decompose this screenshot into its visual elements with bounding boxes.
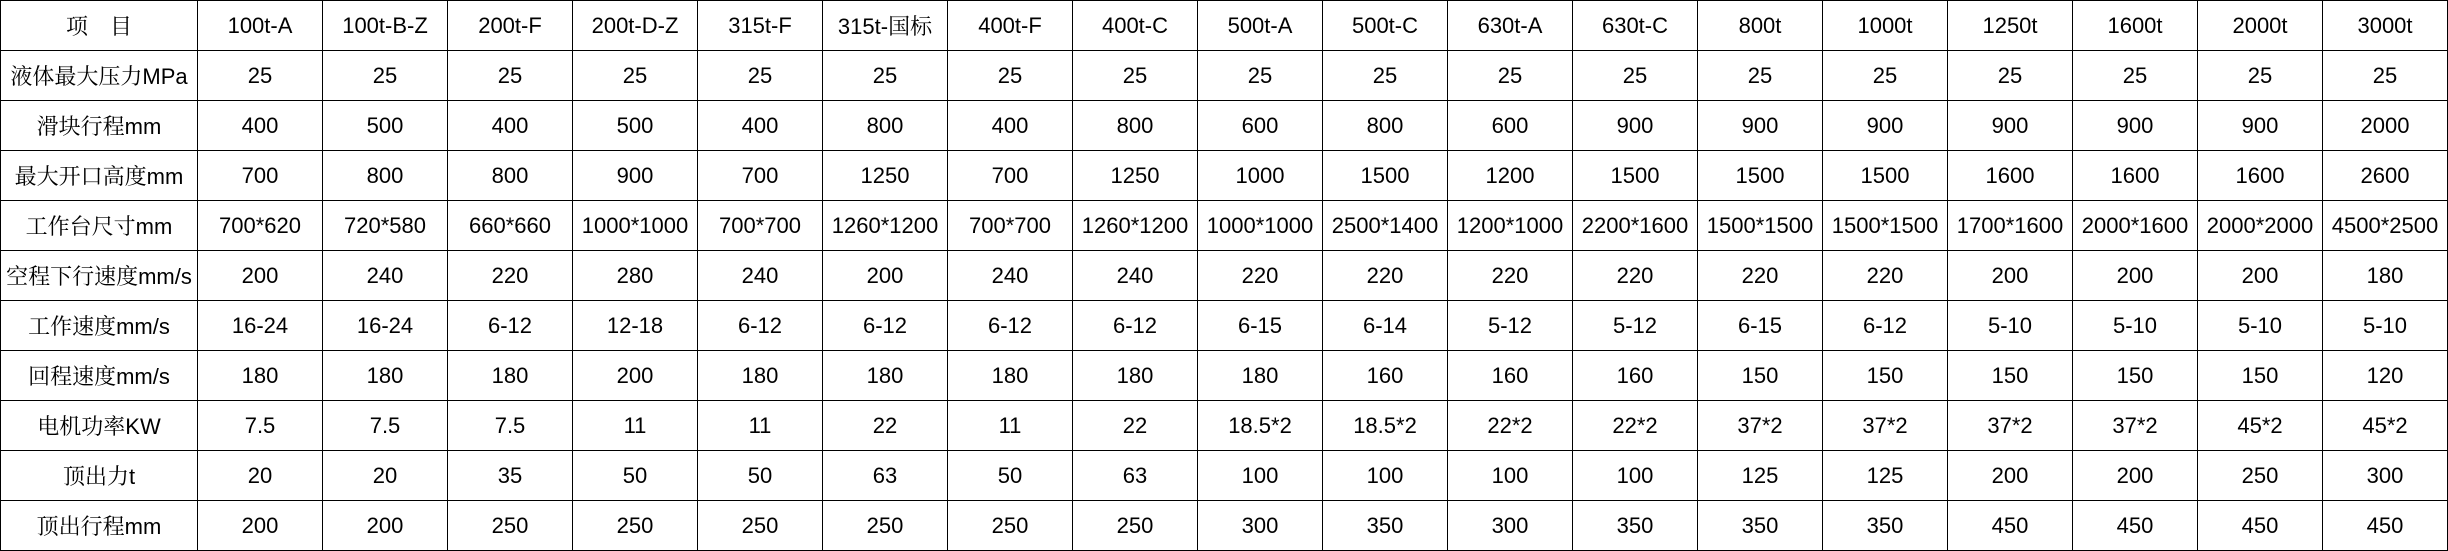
column-header: 3000t: [2323, 1, 2448, 51]
table-cell: 300: [2323, 451, 2448, 501]
table-cell: 160: [1323, 351, 1448, 401]
row-label: 顶出力t: [1, 451, 198, 501]
table-cell: 25: [1073, 51, 1198, 101]
table-row: [1, 301, 2448, 351]
table-cell: 180: [823, 351, 948, 401]
column-header: 800t: [1698, 1, 1823, 51]
table-row: [1, 501, 2448, 551]
table-cell: 22*2: [1573, 401, 1698, 451]
table-cell: 220: [1323, 251, 1448, 301]
table-cell: 150: [2073, 351, 2198, 401]
table-cell: 5-12: [1573, 301, 1698, 351]
table-cell: 5-10: [2198, 301, 2323, 351]
table-cell: 50: [698, 451, 823, 501]
table-cell: 500: [573, 101, 698, 151]
table-cell: 1260*1200: [1073, 201, 1198, 251]
table-cell: 5-10: [1948, 301, 2073, 351]
row-label: 回程速度mm/s: [1, 351, 198, 401]
row-label: 工作台尺寸mm: [1, 201, 198, 251]
table-cell: 25: [2073, 51, 2198, 101]
table-cell: 400: [698, 101, 823, 151]
table-cell: 50: [573, 451, 698, 501]
row-label: 空程下行速度mm/s: [1, 251, 198, 301]
table-cell: 1600: [1948, 151, 2073, 201]
table-cell: 45*2: [2198, 401, 2323, 451]
table-cell: 250: [2198, 451, 2323, 501]
table-cell: 200: [323, 501, 448, 551]
table-cell: 200: [1948, 451, 2073, 501]
table-cell: 25: [1323, 51, 1448, 101]
table-cell: 25: [1823, 51, 1948, 101]
table-cell: 150: [1948, 351, 2073, 401]
table-cell: 220: [1823, 251, 1948, 301]
table-cell: 16-24: [198, 301, 323, 351]
table-cell: 125: [1823, 451, 1948, 501]
column-header: 100t-B-Z: [323, 1, 448, 51]
table-cell: 700*620: [198, 201, 323, 251]
table-cell: 200: [573, 351, 698, 401]
header-row: [1, 1, 2448, 51]
table-cell: 500: [323, 101, 448, 151]
row-label: 最大开口高度mm: [1, 151, 198, 201]
table-cell: 250: [448, 501, 573, 551]
table-cell: 400: [198, 101, 323, 151]
table-cell: 350: [1323, 501, 1448, 551]
table-cell: 700: [198, 151, 323, 201]
table-cell: 180: [1198, 351, 1323, 401]
table-cell: 1500*1500: [1698, 201, 1823, 251]
table-cell: 25: [948, 51, 1073, 101]
table-cell: 700: [948, 151, 1073, 201]
table-cell: 150: [1698, 351, 1823, 401]
row-label: 滑块行程mm: [1, 101, 198, 151]
table-cell: 240: [698, 251, 823, 301]
table-cell: 450: [2198, 501, 2323, 551]
table-cell: 2200*1600: [1573, 201, 1698, 251]
table-cell: 400: [948, 101, 1073, 151]
table-cell: 250: [573, 501, 698, 551]
table-cell: 2600: [2323, 151, 2448, 201]
table-cell: 25: [1198, 51, 1323, 101]
table-cell: 900: [2198, 101, 2323, 151]
table-cell: 700: [698, 151, 823, 201]
table-cell: 250: [823, 501, 948, 551]
table-cell: 200: [2198, 251, 2323, 301]
table-cell: 900: [1698, 101, 1823, 151]
table-cell: 900: [1823, 101, 1948, 151]
table-cell: 900: [1948, 101, 2073, 151]
table-cell: 180: [948, 351, 1073, 401]
table-cell: 900: [2073, 101, 2198, 151]
table-cell: 180: [198, 351, 323, 401]
table-cell: 400: [448, 101, 573, 151]
table-cell: 240: [948, 251, 1073, 301]
table-cell: 63: [1073, 451, 1198, 501]
table-cell: 220: [1573, 251, 1698, 301]
table-cell: 1000*1000: [573, 201, 698, 251]
table-cell: 2500*1400: [1323, 201, 1448, 251]
table-cell: 25: [2323, 51, 2448, 101]
column-header: 2000t: [2198, 1, 2323, 51]
table-cell: 5-10: [2323, 301, 2448, 351]
table-cell: 1000*1000: [1198, 201, 1323, 251]
table-cell: 37*2: [1698, 401, 1823, 451]
table-cell: 25: [698, 51, 823, 101]
table-cell: 7.5: [448, 401, 573, 451]
table-row: [1, 151, 2448, 201]
table-cell: 25: [2198, 51, 2323, 101]
table-cell: 2000*2000: [2198, 201, 2323, 251]
table-cell: 25: [573, 51, 698, 101]
table-cell: 25: [1948, 51, 2073, 101]
table-cell: 25: [823, 51, 948, 101]
table-cell: 7.5: [323, 401, 448, 451]
table-cell: 1500: [1823, 151, 1948, 201]
table-cell: 100: [1198, 451, 1323, 501]
table-cell: 1700*1600: [1948, 201, 2073, 251]
column-header: 1000t: [1823, 1, 1948, 51]
table-row: [1, 451, 2448, 501]
table-cell: 2000*1600: [2073, 201, 2198, 251]
table-cell: 220: [1448, 251, 1573, 301]
table-cell: 720*580: [323, 201, 448, 251]
table-cell: 350: [1823, 501, 1948, 551]
table-cell: 1200: [1448, 151, 1573, 201]
table-cell: 125: [1698, 451, 1823, 501]
table-cell: 1500: [1573, 151, 1698, 201]
table-cell: 37*2: [2073, 401, 2198, 451]
table-cell: 250: [948, 501, 1073, 551]
table-body: [1, 51, 2448, 551]
column-header: 200t-F: [448, 1, 573, 51]
table-cell: 6-12: [948, 301, 1073, 351]
table-cell: 450: [2323, 501, 2448, 551]
table-row: [1, 401, 2448, 451]
table-cell: 250: [1073, 501, 1198, 551]
table-cell: 200: [198, 501, 323, 551]
column-header: 400t-C: [1073, 1, 1198, 51]
table-cell: 1260*1200: [823, 201, 948, 251]
table-cell: 5-12: [1448, 301, 1573, 351]
table-cell: 660*660: [448, 201, 573, 251]
table-cell: 6-12: [1823, 301, 1948, 351]
table-cell: 180: [448, 351, 573, 401]
table-cell: 1500*1500: [1823, 201, 1948, 251]
table-cell: 22: [1073, 401, 1198, 451]
table-cell: 2000: [2323, 101, 2448, 151]
table-cell: 700*700: [698, 201, 823, 251]
table-cell: 450: [1948, 501, 2073, 551]
table-cell: 1250: [1073, 151, 1198, 201]
row-label: 液体最大压力MPa: [1, 51, 198, 101]
table-cell: 6-12: [448, 301, 573, 351]
table-cell: 240: [323, 251, 448, 301]
table-cell: 200: [2073, 251, 2198, 301]
table-cell: 200: [823, 251, 948, 301]
column-header: 500t-A: [1198, 1, 1323, 51]
table-cell: 63: [823, 451, 948, 501]
table-cell: 350: [1573, 501, 1698, 551]
table-cell: 1200*1000: [1448, 201, 1573, 251]
table-cell: 350: [1698, 501, 1823, 551]
table-cell: 22*2: [1448, 401, 1573, 451]
table-cell: 45*2: [2323, 401, 2448, 451]
table-cell: 5-10: [2073, 301, 2198, 351]
table-row: [1, 251, 2448, 301]
table-cell: 220: [1698, 251, 1823, 301]
table-cell: 25: [198, 51, 323, 101]
table-cell: 20: [198, 451, 323, 501]
table-cell: 200: [198, 251, 323, 301]
column-header: 1250t: [1948, 1, 2073, 51]
table-cell: 100: [1448, 451, 1573, 501]
table-cell: 6-14: [1323, 301, 1448, 351]
table-row: [1, 201, 2448, 251]
table-cell: 180: [698, 351, 823, 401]
table-cell: 180: [323, 351, 448, 401]
table-cell: 1600: [2198, 151, 2323, 201]
table-cell: 800: [323, 151, 448, 201]
table-cell: 800: [823, 101, 948, 151]
table-header: [1, 1, 2448, 51]
table-cell: 450: [2073, 501, 2198, 551]
table-cell: 120: [2323, 351, 2448, 401]
table-cell: 6-15: [1198, 301, 1323, 351]
table-row: [1, 51, 2448, 101]
table-cell: 1000: [1198, 151, 1323, 201]
corner-header: 项 目: [1, 1, 198, 51]
table-cell: 4500*2500: [2323, 201, 2448, 251]
table-cell: 180: [2323, 251, 2448, 301]
table-cell: 16-24: [323, 301, 448, 351]
table-cell: 50: [948, 451, 1073, 501]
table-cell: 160: [1448, 351, 1573, 401]
table-cell: 37*2: [1948, 401, 2073, 451]
table-cell: 220: [448, 251, 573, 301]
table-cell: 25: [1698, 51, 1823, 101]
column-header: 315t-国标: [823, 1, 948, 51]
table-cell: 25: [448, 51, 573, 101]
column-header: 1600t: [2073, 1, 2198, 51]
table-cell: 11: [948, 401, 1073, 451]
table-cell: 22: [823, 401, 948, 451]
table-cell: 20: [323, 451, 448, 501]
table-cell: 160: [1573, 351, 1698, 401]
table-cell: 700*700: [948, 201, 1073, 251]
table-cell: 200: [1948, 251, 2073, 301]
row-label: 电机功率KW: [1, 401, 198, 451]
table-cell: 25: [1448, 51, 1573, 101]
table-cell: 600: [1448, 101, 1573, 151]
table-cell: 18.5*2: [1323, 401, 1448, 451]
table-cell: 11: [573, 401, 698, 451]
table-cell: 900: [573, 151, 698, 201]
table-cell: 200: [2073, 451, 2198, 501]
table-cell: 1250: [823, 151, 948, 201]
table-cell: 300: [1198, 501, 1323, 551]
table-cell: 1500: [1698, 151, 1823, 201]
table-cell: 12-18: [573, 301, 698, 351]
table-cell: 900: [1573, 101, 1698, 151]
row-label: 顶出行程mm: [1, 501, 198, 551]
table-cell: 35: [448, 451, 573, 501]
column-header: 500t-C: [1323, 1, 1448, 51]
table-cell: 800: [448, 151, 573, 201]
table-cell: 150: [2198, 351, 2323, 401]
column-header: 630t-A: [1448, 1, 1573, 51]
table-cell: 18.5*2: [1198, 401, 1323, 451]
table-cell: 6-15: [1698, 301, 1823, 351]
column-header: 315t-F: [698, 1, 823, 51]
table-cell: 150: [1823, 351, 1948, 401]
table-row: [1, 351, 2448, 401]
table-cell: 1500: [1323, 151, 1448, 201]
table-cell: 250: [698, 501, 823, 551]
table-cell: 6-12: [698, 301, 823, 351]
table-cell: 6-12: [823, 301, 948, 351]
table-cell: 37*2: [1823, 401, 1948, 451]
table-cell: 180: [1073, 351, 1198, 401]
row-label: 工作速度mm/s: [1, 301, 198, 351]
table-cell: 100: [1573, 451, 1698, 501]
table-cell: 7.5: [198, 401, 323, 451]
table-cell: 800: [1073, 101, 1198, 151]
table-cell: 600: [1198, 101, 1323, 151]
table-cell: 25: [323, 51, 448, 101]
table-cell: 300: [1448, 501, 1573, 551]
table-cell: 800: [1323, 101, 1448, 151]
table-cell: 25: [1573, 51, 1698, 101]
table-cell: 220: [1198, 251, 1323, 301]
table-cell: 1600: [2073, 151, 2198, 201]
table-cell: 280: [573, 251, 698, 301]
table-cell: 11: [698, 401, 823, 451]
column-header: 630t-C: [1573, 1, 1698, 51]
table-row: [1, 101, 2448, 151]
column-header: 100t-A: [198, 1, 323, 51]
column-header: 400t-F: [948, 1, 1073, 51]
table-cell: 100: [1323, 451, 1448, 501]
table-cell: 6-12: [1073, 301, 1198, 351]
table-cell: 240: [1073, 251, 1198, 301]
column-header: 200t-D-Z: [573, 1, 698, 51]
